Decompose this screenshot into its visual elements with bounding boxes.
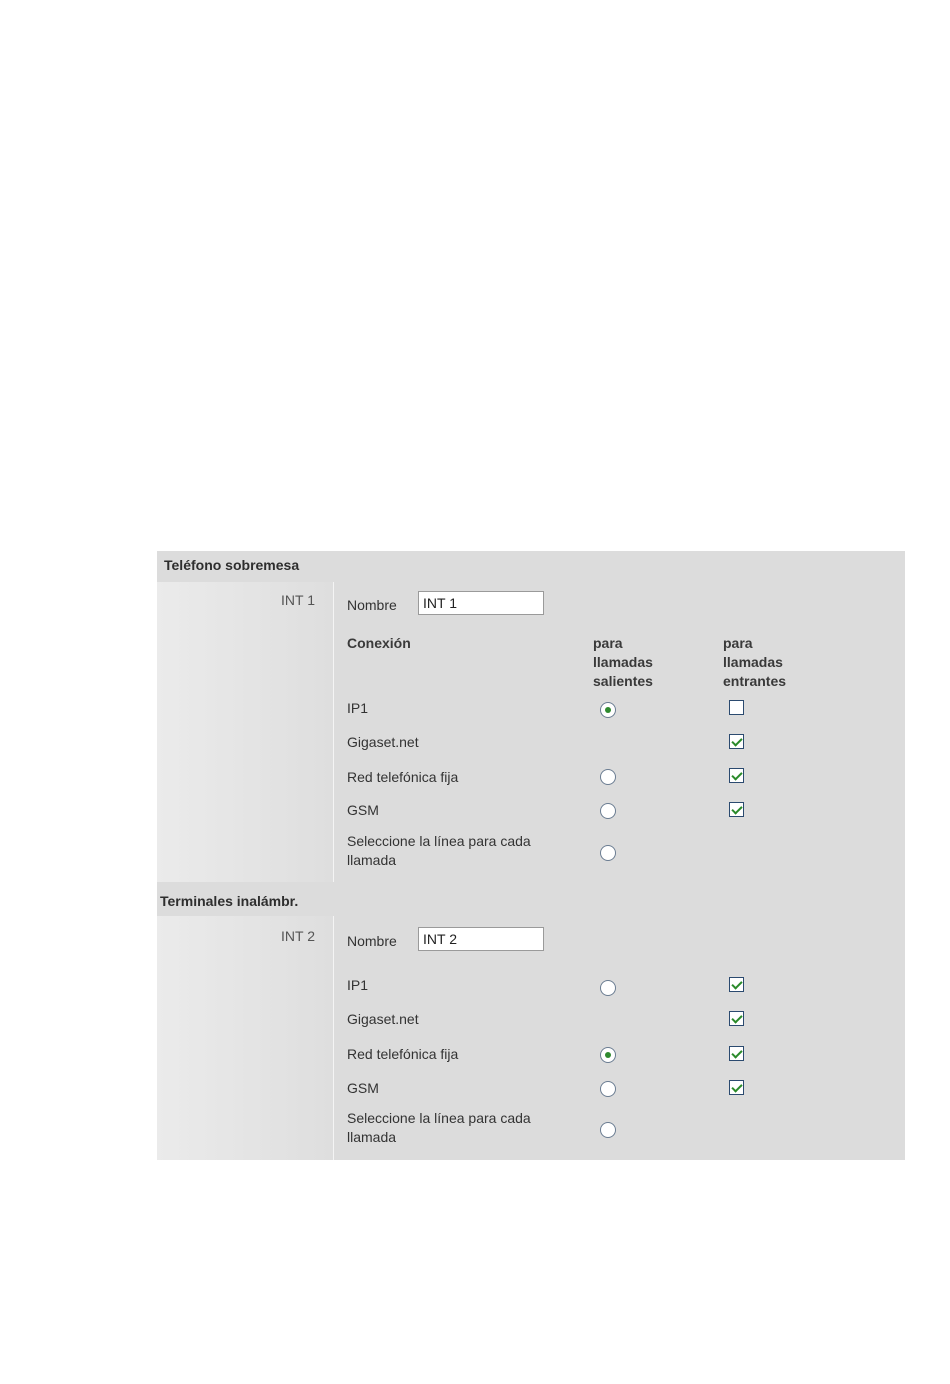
incoming-checkbox-ip1-int2[interactable] [729,977,744,992]
line-label-select-each-call: Seleccione la línea para cada llamada [347,833,531,868]
device-label-int1: INT 1 [281,592,315,608]
outgoing-radio-fixed-network[interactable] [600,769,616,785]
line-label-gigaset: Gigaset.net [347,734,419,750]
outgoing-radio-gsm-int2[interactable] [600,1081,616,1097]
line-label-ip1: IP1 [347,700,369,716]
name-label-int1: Nombre [347,597,397,613]
incoming-checkbox-gigaset[interactable] [729,734,744,749]
section-title-handsets: Terminales inalámbr. [160,893,299,909]
incoming-checkbox-gigaset-int2[interactable] [729,1011,744,1026]
name-input-int1[interactable] [418,591,544,615]
outgoing-radio-select-each-call[interactable] [600,845,616,861]
outgoing-radio-select-each-call-int2[interactable] [600,1122,616,1138]
left-column-int1 [157,582,334,882]
name-label-int2: Nombre [347,933,397,949]
connection-header: Conexión [347,635,411,651]
incoming-checkbox-gsm-int2[interactable] [729,1080,744,1095]
outgoing-radio-ip1-int2[interactable] [600,980,616,996]
line-label-gsm-int2: GSM [347,1080,379,1096]
device-label-int2: INT 2 [281,928,315,944]
outgoing-radio-ip1[interactable] [600,702,616,718]
line-label-fixed-network-int2: Red telefónica fija [347,1046,459,1062]
name-input-int2[interactable] [418,927,544,951]
section-title-desk-phone: Teléfono sobremesa [164,557,300,573]
incoming-checkbox-ip1[interactable] [729,700,744,715]
outgoing-header: para llamadas salientes [593,635,653,689]
line-label-gsm: GSM [347,802,379,818]
outgoing-radio-fixed-network-int2[interactable] [600,1047,616,1063]
incoming-checkbox-fixed-network[interactable] [729,768,744,783]
line-label-ip1-int2: IP1 [347,977,369,993]
line-label-fixed-network: Red telefónica fija [347,769,459,785]
line-label-gigaset-int2: Gigaset.net [347,1011,419,1027]
incoming-checkbox-gsm[interactable] [729,802,744,817]
left-column-int2 [157,916,334,1160]
outgoing-radio-gsm[interactable] [600,803,616,819]
incoming-checkbox-fixed-network-int2[interactable] [729,1046,744,1061]
incoming-header: para llamadas entrantes [723,635,787,689]
line-label-select-each-call-int2: Seleccione la línea para cada llamada [347,1110,531,1145]
